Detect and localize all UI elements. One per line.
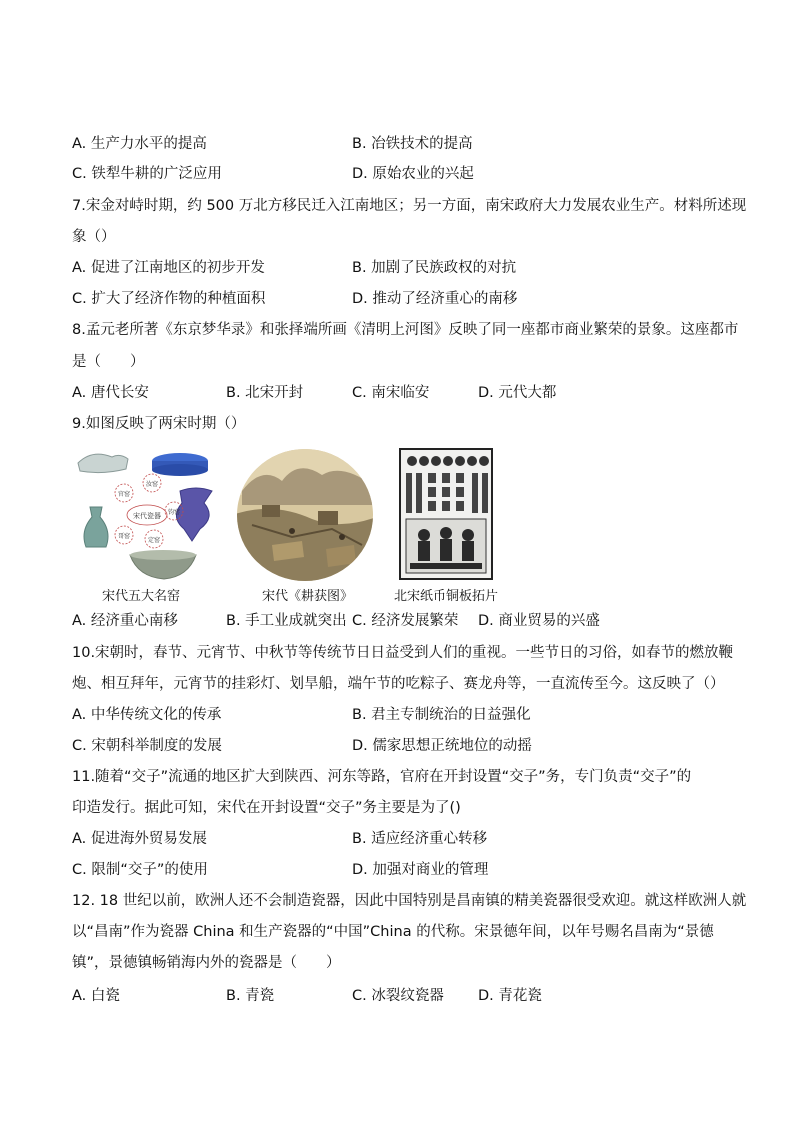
q10-option-b: B. 君主专制统治的日益强化 [352, 707, 531, 723]
kiln-center-label: 宋代瓷器 [133, 512, 161, 520]
q11-option-b: B. 适应经济重心转移 [352, 831, 488, 847]
q7-option-d: D. 推动了经济重心的南移 [352, 291, 518, 307]
five-kilns-figure [72, 445, 222, 605]
q8-stem-line2: 是（ ） [72, 354, 145, 370]
rubbing-illustration [394, 445, 504, 585]
q12-stem-line2: 以“昌南”作为瓷器 China 和生产瓷器的“中国”China 的代称。宋景德年间，以年号赐名昌南为“景德 [72, 924, 714, 940]
q11-option-d: D. 加强对商业的管理 [352, 862, 489, 878]
jiaozi-rubbing-figure [394, 445, 504, 605]
genghuo-caption: 宋代《耕获图》 [262, 589, 354, 604]
q12-option-b: B. 青瓷 [226, 988, 275, 1004]
q9-option-a: A. 经济重心南移 [72, 613, 178, 629]
q8-option-c: C. 南宋临安 [352, 385, 430, 401]
q12-stem-line3: 镇”，景德镇畅销海内外的瓷器是（ ） [72, 955, 341, 971]
q12-option-a: A. 白瓷 [72, 988, 120, 1004]
q11-option-c: C. 限制“交子”的使用 [72, 862, 208, 878]
q9-option-c: C. 经济发展繁荣 [352, 613, 459, 629]
q7-option-b: B. 加剧了民族政权的对抗 [352, 260, 517, 276]
q10-stem-line1: 10.宋朝时，春节、元宵节、中秋节等传统节日日益受到人们的重视。一些节日的习俗，如春节的燃放鞭 [72, 645, 734, 661]
porcelain-illustration [72, 445, 222, 585]
q8-stem-line1: 8.孟元老所著《东京梦华录》和张择端所画《清明上河图》反映了同一座都市商业繁荣的景象。这座都市 [72, 322, 739, 338]
q12-option-d: D. 青花瓷 [478, 988, 542, 1004]
q10-option-c: C. 宋朝科举制度的发展 [72, 738, 222, 754]
q12-stem-line1: 12. 18 世纪以前，欧洲人还不会制造瓷器，因此中国特别是昌南镇的精美瓷器很受欢迎。就这样欧洲人就 [72, 893, 747, 909]
q8-option-a: A. 唐代长安 [72, 385, 149, 401]
kiln-label-guan: 官窑 [117, 491, 131, 498]
q12-option-c: C. 冰裂纹瓷器 [352, 988, 444, 1004]
q6-option-a: A. 生产力水平的提高 [72, 136, 207, 152]
five-kilns-caption: 宋代五大名窑 [102, 589, 181, 604]
q8-option-b: B. 北宋开封 [226, 385, 304, 401]
q6-option-c: C. 铁犁牛耕的广泛应用 [72, 166, 222, 182]
genghuo-painting-figure [232, 445, 382, 605]
q9-option-b: B. 手工业成就突出 [226, 613, 347, 629]
q7-option-a: A. 促进了江南地区的初步开发 [72, 260, 265, 276]
q10-option-a: A. 中华传统文化的传承 [72, 707, 222, 723]
q11-stem-line2: 印造发行。据此可知，宋代在开封设置“交子”务主要是为了() [72, 800, 461, 816]
q11-option-a: A. 促进海外贸易发展 [72, 831, 207, 847]
q6-option-d: D. 原始农业的兴起 [352, 166, 474, 182]
q9-stem: 9.如图反映了两宋时期（） [72, 416, 246, 432]
kiln-label-jun: 钧窑 [167, 509, 181, 516]
kiln-label-ge: 哥窑 [117, 533, 131, 540]
q9-option-d: D. 商业贸易的兴盛 [478, 613, 600, 629]
q10-option-d: D. 儒家思想正统地位的动摇 [352, 738, 532, 754]
q11-stem-line1: 11.随着“交子”流通的地区扩大到陕西、河东等路，官府在开封设置“交子”务，专门负责“交子”的 [72, 769, 692, 785]
q7-stem-line2: 象（） [72, 229, 116, 245]
jiaozi-caption: 北宋纸币铜板拓片 [394, 589, 499, 604]
painting-illustration [232, 445, 382, 585]
q8-option-d: D. 元代大都 [478, 385, 557, 401]
q7-stem-line1: 7.宋金对峙时期，约 500 万北方移民迁入江南地区；另一方面，南宋政府大力发展农业生产。材料所述现 [72, 198, 747, 214]
q10-stem-line2: 炮、相互拜年，元宵节的挂彩灯、划旱船，端午节的吃粽子、赛龙舟等，一直流传至今。这反映了（） [72, 676, 725, 692]
q6-option-b: B. 冶铁技术的提高 [352, 136, 473, 152]
kiln-label-ru: 汝窑 [145, 481, 159, 488]
q7-option-c: C. 扩大了经济作物的种植面积 [72, 291, 266, 307]
kiln-label-ding: 定窑 [147, 537, 161, 544]
q9-figures [72, 445, 502, 605]
